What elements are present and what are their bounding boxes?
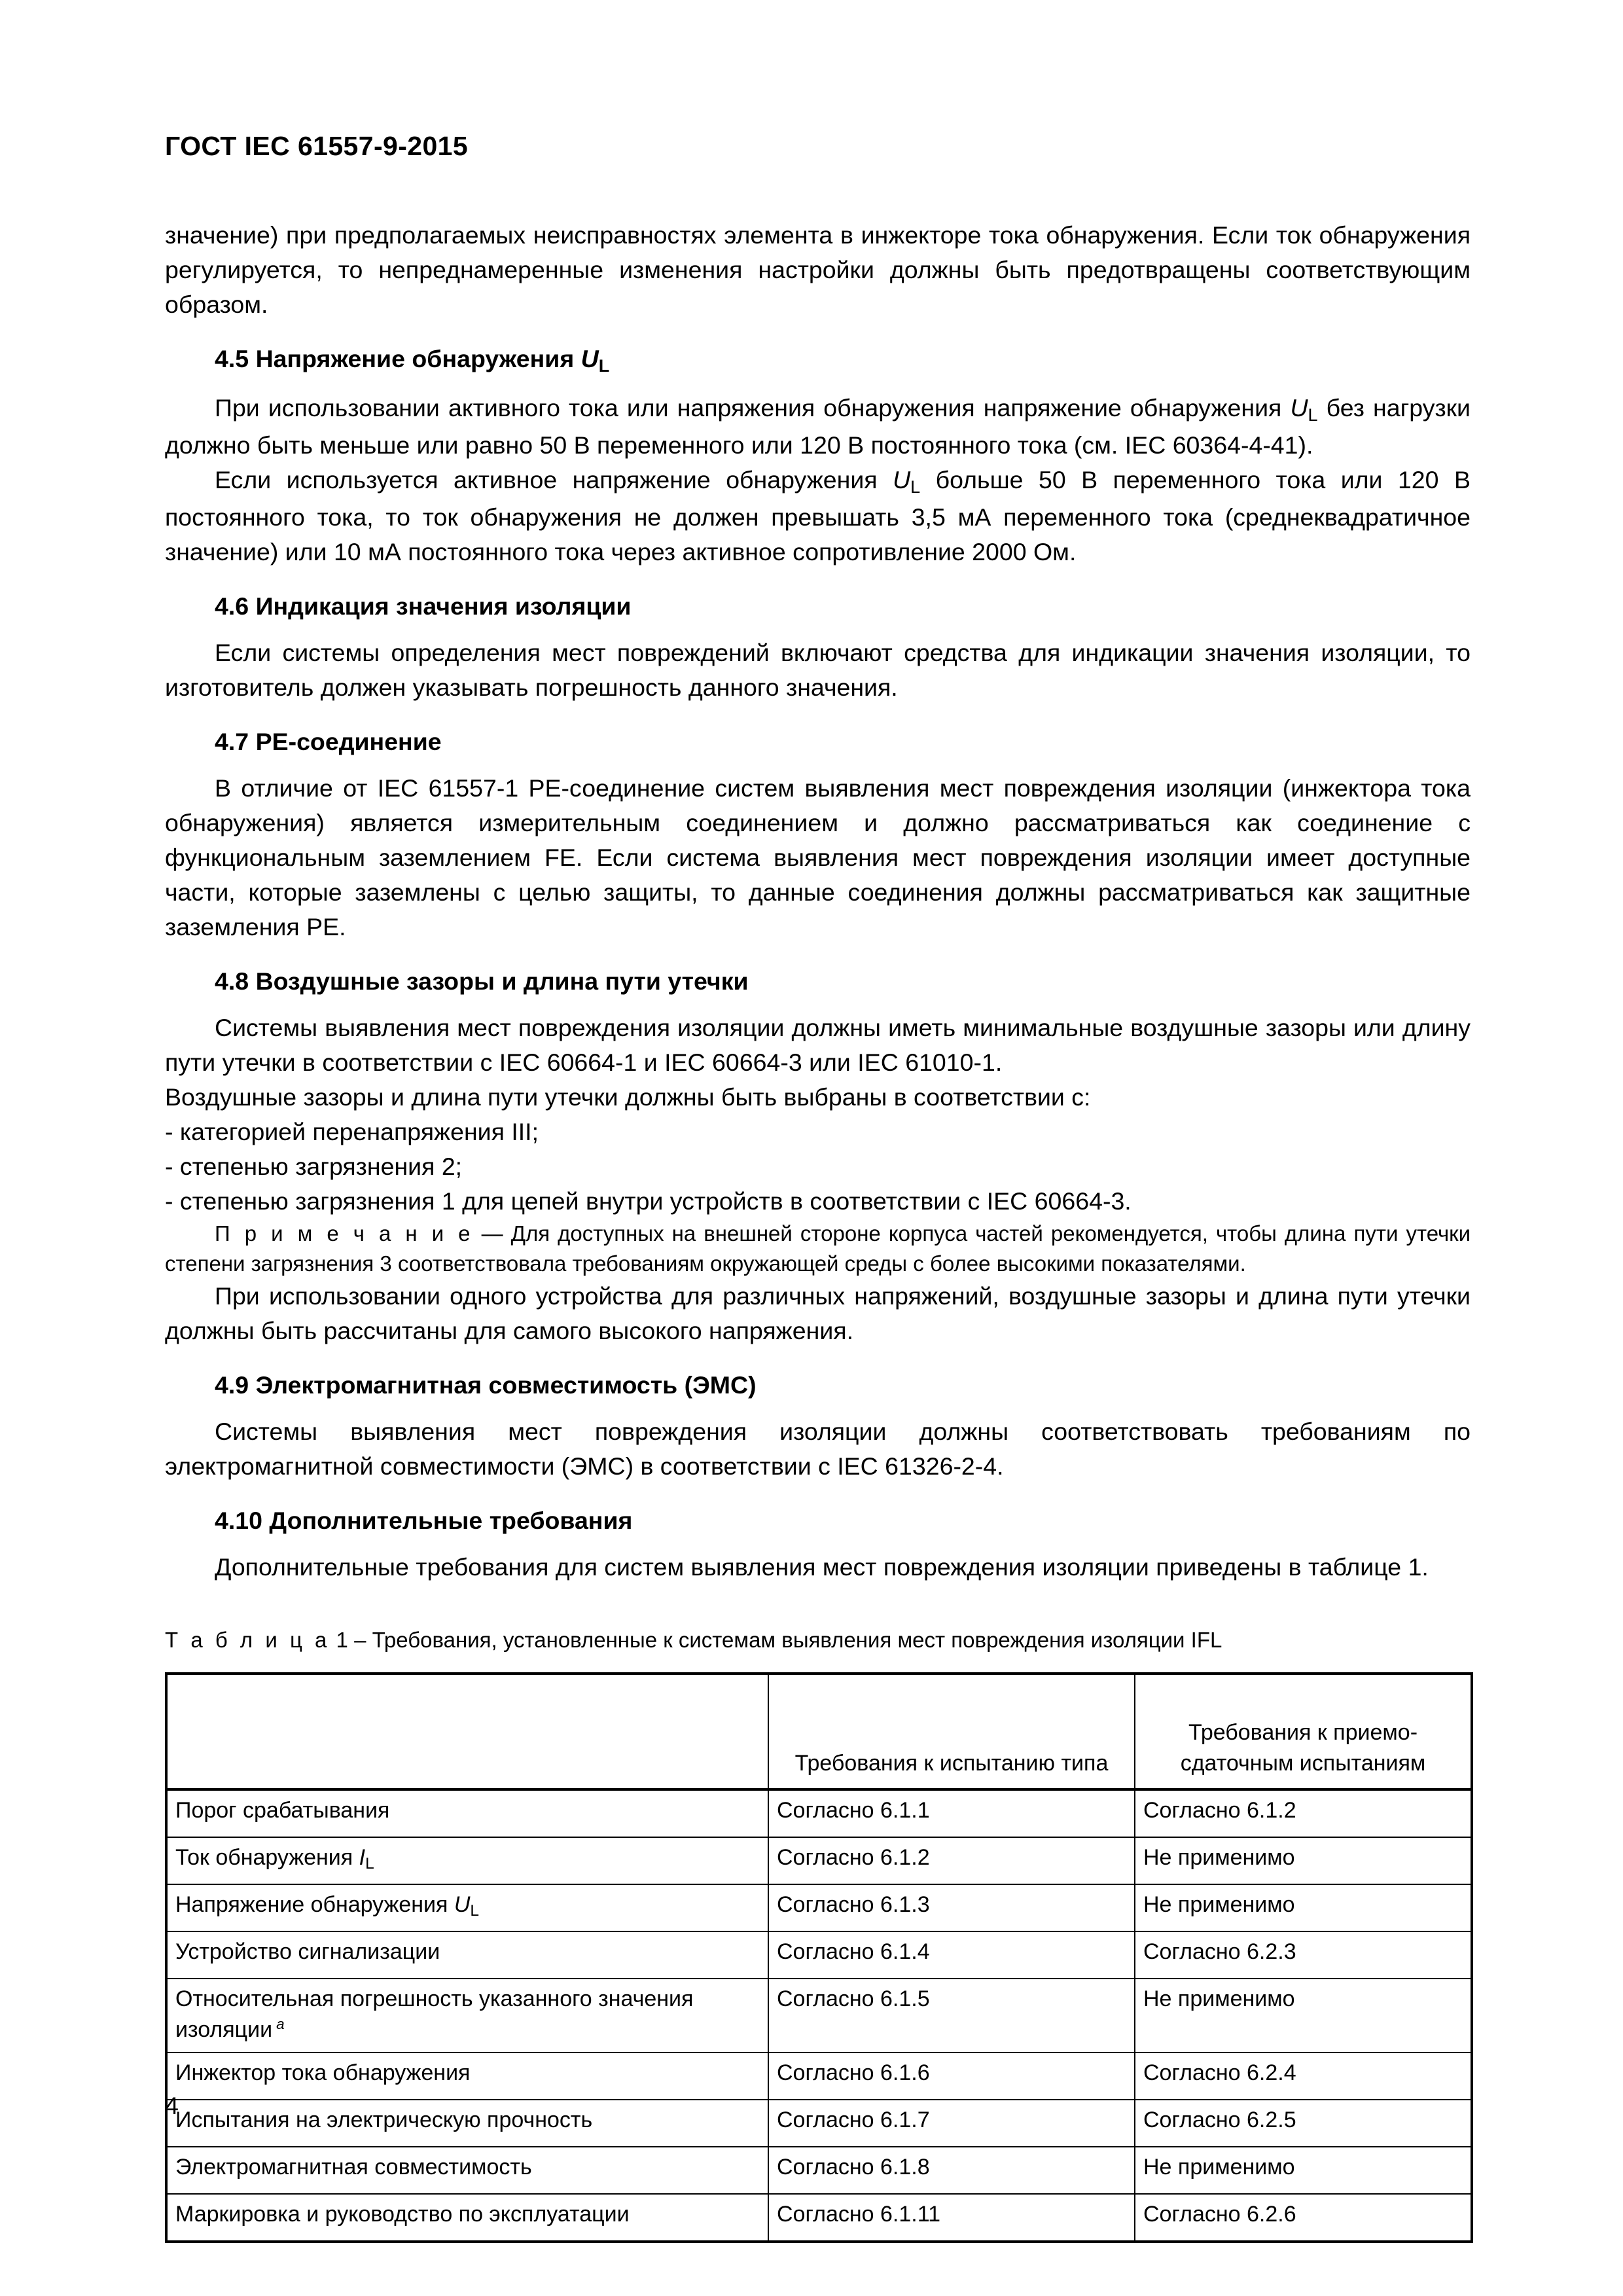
section-title-4-9: Электромагнитная совместимость (ЭМС) <box>255 1371 757 1399</box>
section-heading-4-7 <box>215 725 1471 759</box>
table-head <box>166 1674 1472 1789</box>
section-number-4-6: 4.6 <box>215 592 249 620</box>
table-row <box>166 2053 1472 2100</box>
table-header-item <box>166 1674 768 1789</box>
table-cell-acceptance-test: Согласно 6.2.6 <box>1135 2194 1472 2242</box>
section-number-4-9: 4.9 <box>215 1371 249 1399</box>
current-subscript-l: L <box>365 1855 374 1873</box>
section-title-4-8: Воздушные зазоры и длина пути утечки <box>255 967 749 995</box>
section-number-4-8: 4.8 <box>215 967 249 995</box>
table-cell-type-test: Согласно 6.1.3 <box>768 1884 1135 1931</box>
table-header-type-test: Требования к испытанию типа <box>768 1674 1135 1789</box>
paragraph-4-6-1: Если системы определения мест повреждений включают средства для индикации значения изоляции, то изготовитель должен указывать погрешность данного значения. <box>165 639 1471 701</box>
table-caption-number: 1 <box>336 1628 348 1652</box>
table-caption-text: Требования, установленные к системам выявления мест повреждения изоляции IFL <box>372 1628 1222 1652</box>
intro-paragraph: значение) при предполагаемых неисправностях элемента в инжекторе тока обнаружения. Если ток обнаружения регулируется, то непреднамеренные изменения настройки должны быть предотвращены соответствующим образом. <box>165 221 1471 318</box>
table-cell-type-test: Согласно 6.1.6 <box>768 2053 1135 2100</box>
section-title-4-10: Дополнительные требования <box>269 1507 633 1534</box>
section-title-4-5: Напряжение обнаружения <box>255 345 581 372</box>
table-cell-item-label: Ток обнаружения <box>175 1845 359 1870</box>
table-row <box>166 1837 1472 1884</box>
paragraph-4-9-1: Системы выявления мест повреждения изоляции должны соответствовать требованиям по электромагнитной совместимости (ЭМС) в соответствии с IEC 61326-2-4. <box>165 1418 1471 1480</box>
section-number-4-7: 4.7 <box>215 728 249 755</box>
table-cell-acceptance-test: Не применимо <box>1135 1837 1472 1884</box>
table-row <box>166 1979 1472 2053</box>
section-title-4-6: Индикация значения изоляции <box>255 592 632 620</box>
page-content <box>165 131 1471 2243</box>
table-cell-item <box>166 1837 768 1884</box>
note-4-8 <box>165 1219 1471 1279</box>
table-cell-acceptance-test: Не применимо <box>1135 1884 1472 1931</box>
table-row <box>166 2194 1472 2242</box>
table-header-acceptance-test: Требования к приемо-сдаточным испытаниям <box>1135 1674 1472 1789</box>
table-cell-item-label: Относительная погрешность указанного значения изоляции <box>175 1986 694 2042</box>
table-row <box>166 1789 1472 1837</box>
paragraph-4-5-1: При использовании активного тока или напряжения обнаружения напряжение обнаружения $U_L$ без нагрузки должно быть меньше или равно 50 В переменного или 120 В постоянного тока (см. IEC 60364-4-41). <box>165 394 1471 459</box>
table-cell-item: Электромагнитная совместимость <box>166 2147 768 2194</box>
section-number-4-5: 4.5 <box>215 345 249 372</box>
paragraph-4-7-1: В отличие от IEC 61557-1 PE-соединение систем выявления мест повреждения изоляции (инжектора тока обнаружения) является измерительным соединением и должно рассматриваться как соединение с функциональным заземлением FE. Если система выявления мест повреждения изоляции имеет доступные части, которые заземлены с целью защиты, то данные соединения должны рассматриваться как защитные заземления PE. <box>165 774 1471 941</box>
section-heading-4-5 <box>215 342 1471 379</box>
table-cell-item <box>166 1884 768 1931</box>
table-cell-acceptance-test: Согласно 6.2.5 <box>1135 2100 1472 2147</box>
footnote-marker: a <box>276 2016 285 2033</box>
section-heading-4-9 <box>215 1368 1471 1403</box>
table-cell-item: Порог срабатывания <box>166 1789 768 1837</box>
section-variable-u: U <box>580 345 599 372</box>
table-cell-acceptance-test: Не применимо <box>1135 1979 1472 2053</box>
table-body <box>166 1789 1472 2242</box>
table-cell-item-label: Напряжение обнаружения <box>175 1892 454 1917</box>
table-row <box>166 2100 1472 2147</box>
table-cell-type-test: Согласно 6.1.7 <box>768 2100 1135 2147</box>
table-cell-acceptance-test: Согласно 6.1.2 <box>1135 1789 1472 1837</box>
list-item: - категорией перенапряжения III; <box>165 1118 539 1145</box>
table-cell-item <box>166 1979 768 2053</box>
table-cell-acceptance-test: Не применимо <box>1135 2147 1472 2194</box>
table-cell-acceptance-test: Согласно 6.2.3 <box>1135 1931 1472 1979</box>
table-caption-dash: – <box>354 1628 366 1652</box>
current-variable-i: I <box>359 1845 366 1870</box>
running-header: ГОСТ IEC 61557-9-2015 <box>165 131 469 161</box>
table-cell-type-test: Согласно 6.1.2 <box>768 1837 1135 1884</box>
section-title-4-7: PE-соединение <box>255 728 442 755</box>
section-heading-4-10 <box>215 1503 1471 1538</box>
paragraph-4-5-2: Если используется активное напряжение обнаружения $U_L$ больше 50 В переменного тока или 120 В постоянного тока, то ток обнаружения не должен превышать 3,5 мА переменного тока (среднеквадратичное значение) или 10 мА постоянного тока через активное сопротивление 2000 Ом. <box>165 466 1471 565</box>
paragraph-4-8-1: Системы выявления мест повреждения изоляции должны иметь минимальные воздушные зазоры или длину пути утечки в соответствии с IEC 60664-1 и IEC 60664-3 или IEC 61010-1. <box>165 1014 1471 1076</box>
table-cell-type-test: Согласно 6.1.1 <box>768 1789 1135 1837</box>
paragraph-4-10-1: Дополнительные требования для систем выявления мест повреждения изоляции приведены в таблице 1. <box>215 1553 1429 1581</box>
table-cell-item: Инжектор тока обнаружения <box>166 2053 768 2100</box>
table-cell-type-test: Согласно 6.1.11 <box>768 2194 1135 2242</box>
page-number: 4 <box>165 2092 179 2119</box>
paragraph-4-8-3: При использовании одного устройства для различных напряжений, воздушные зазоры и длина пути утечки должны быть рассчитаны для самого высокого напряжения. <box>165 1282 1471 1344</box>
note-text: Для доступных на внешней стороне корпуса частей рекомендуется, чтобы длина пути утечки степени загрязнения 3 соответствовала требованиям окружающей среды с более высокими показателями. <box>165 1221 1471 1276</box>
requirements-table <box>165 1672 1473 2243</box>
table-row <box>166 2147 1472 2194</box>
table-header-row <box>166 1674 1472 1789</box>
section-subscript-l: L <box>598 356 610 376</box>
table-cell-item: Устройство сигнализации <box>166 1931 768 1979</box>
table-cell-type-test: Согласно 6.1.8 <box>768 2147 1135 2194</box>
table-cell-type-test: Согласно 6.1.5 <box>768 1979 1135 2053</box>
table-row <box>166 1884 1472 1931</box>
paragraph-4-8-2: Воздушные зазоры и длина пути утечки должны быть выбраны в соответствии с: <box>165 1083 1091 1111</box>
note-dash: — <box>481 1221 503 1246</box>
table-cell-item: Маркировка и руководство по эксплуатации <box>166 2194 768 2242</box>
note-label: П р и м е ч а н и е <box>215 1221 474 1246</box>
table-caption-word: Т а б л и ц а <box>165 1628 330 1652</box>
table-cell-item: Испытания на электрическую прочность <box>166 2100 768 2147</box>
voltage-variable-u: U <box>454 1892 471 1917</box>
table-cell-acceptance-test: Согласно 6.2.4 <box>1135 2053 1472 2100</box>
table-caption <box>165 1625 1471 1655</box>
section-number-4-10: 4.10 <box>215 1507 262 1534</box>
list-item: - степенью загрязнения 1 для цепей внутри устройств в соответствии с IEC 60664-3. <box>165 1187 1132 1215</box>
list-item: - степенью загрязнения 2; <box>165 1153 463 1180</box>
section-heading-4-6 <box>215 589 1471 624</box>
table-cell-type-test: Согласно 6.1.4 <box>768 1931 1135 1979</box>
section-heading-4-8 <box>215 964 1471 999</box>
table-row <box>166 1931 1472 1979</box>
voltage-subscript-l: L <box>470 1902 480 1920</box>
